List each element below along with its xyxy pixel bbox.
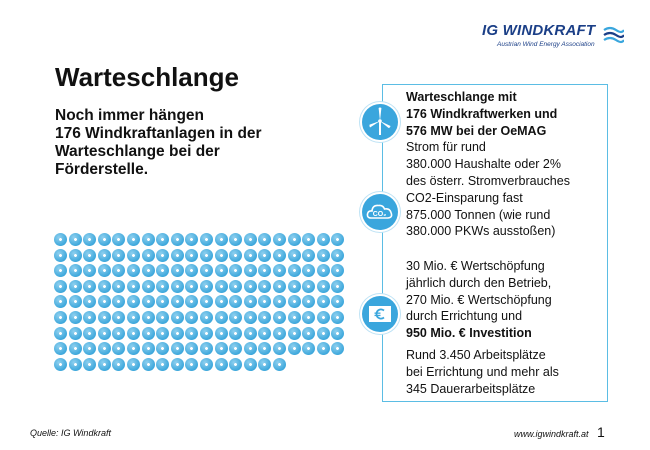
wind-turbine-icon xyxy=(362,104,398,140)
wind-turbine-icon xyxy=(200,264,213,277)
wind-turbine-icon xyxy=(229,249,242,262)
wind-turbine-icon xyxy=(288,295,301,308)
wind-turbine-icon xyxy=(156,311,169,324)
wind-turbine-icon xyxy=(83,295,96,308)
wind-turbine-icon xyxy=(69,327,82,340)
wind-turbine-icon xyxy=(200,233,213,246)
value-line: durch Errichtung und xyxy=(406,309,523,324)
wind-turbine-icon xyxy=(273,327,286,340)
wind-turbine-icon xyxy=(273,342,286,355)
wind-turbine-icon xyxy=(112,358,125,371)
wind-turbine-icon xyxy=(69,295,82,308)
wind-turbine-icon xyxy=(156,249,169,262)
wind-turbine-icon xyxy=(127,327,140,340)
wind-turbine-icon xyxy=(317,233,330,246)
turbine-row xyxy=(54,280,356,296)
source-note: Quelle: IG Windkraft xyxy=(30,428,111,438)
wind-turbine-icon xyxy=(83,249,96,262)
wind-turbine-icon xyxy=(288,327,301,340)
wind-turbine-icon xyxy=(69,264,82,277)
wind-turbine-icon xyxy=(200,295,213,308)
jobs-line: Rund 3.450 Arbeitsplätze xyxy=(406,348,546,362)
wind-turbine-icon xyxy=(127,233,140,246)
wind-turbine-icon xyxy=(54,295,67,308)
wind-turbine-icon xyxy=(244,295,257,308)
wind-turbine-icon xyxy=(317,249,330,262)
wind-turbine-icon xyxy=(317,327,330,340)
wind-turbine-icon xyxy=(54,342,67,355)
turbine-row xyxy=(54,358,356,374)
wind-turbine-icon xyxy=(215,358,228,371)
wind-turbine-icon xyxy=(229,342,242,355)
wind-turbine-icon xyxy=(302,233,315,246)
wind-turbine-icon xyxy=(317,342,330,355)
wind-turbine-icon xyxy=(54,249,67,262)
wind-turbine-icon xyxy=(215,233,228,246)
wind-turbine-icon xyxy=(185,358,198,371)
co2-line: 875.000 Tonnen (wie rund xyxy=(406,207,551,222)
wind-turbine-icon xyxy=(229,311,242,324)
jobs-line: bei Errichtung und mehr als xyxy=(406,364,559,379)
wind-turbine-icon xyxy=(98,264,111,277)
wind-turbine-icon xyxy=(317,295,330,308)
wind-turbine-icon xyxy=(98,280,111,293)
wind-turbine-icon xyxy=(258,264,271,277)
wind-turbine-icon xyxy=(302,249,315,262)
wind-turbine-icon xyxy=(258,295,271,308)
wind-turbine-icon xyxy=(200,358,213,371)
value-line: 30 Mio. € Wertschöpfung xyxy=(406,259,545,273)
wind-turbine-icon xyxy=(83,233,96,246)
co2-cloud-icon xyxy=(362,194,398,230)
brand-logo xyxy=(482,22,622,60)
wind-turbine-icon xyxy=(142,295,155,308)
wind-turbine-icon xyxy=(112,311,125,324)
wind-turbine-icon xyxy=(215,249,228,262)
turbine-row xyxy=(54,264,356,280)
wind-turbine-icon xyxy=(112,280,125,293)
wind-turbine-icon xyxy=(69,233,82,246)
wind-turbine-icon xyxy=(83,311,96,324)
wind-turbine-icon xyxy=(331,295,344,308)
wind-turbine-icon xyxy=(215,342,228,355)
wind-turbine-icon xyxy=(171,264,184,277)
power-line: 380.000 Haushalte oder 2% xyxy=(406,157,561,172)
wind-turbine-icon xyxy=(302,264,315,277)
queue-line: Warteschlange mit xyxy=(406,90,517,104)
logo-wave-icon xyxy=(602,24,624,44)
power-line: Strom für rund xyxy=(406,140,486,155)
wind-turbine-icon xyxy=(229,264,242,277)
wind-turbine-icon xyxy=(317,311,330,324)
wind-turbine-icon xyxy=(288,264,301,277)
wind-turbine-icon xyxy=(156,295,169,308)
wind-turbine-icon xyxy=(112,327,125,340)
co2-label: CO₂ xyxy=(372,211,387,218)
wind-turbine-icon xyxy=(258,280,271,293)
wind-turbine-icon xyxy=(331,311,344,324)
wind-turbine-icon xyxy=(127,280,140,293)
wind-turbine-icon xyxy=(142,264,155,277)
queue-line: 576 MW bei der OeMAG xyxy=(406,123,547,138)
wind-turbine-icon xyxy=(185,342,198,355)
wind-turbine-icon xyxy=(317,264,330,277)
wind-turbine-icon xyxy=(302,342,315,355)
wind-turbine-icon xyxy=(331,249,344,262)
wind-turbine-icon xyxy=(142,358,155,371)
wind-turbine-icon xyxy=(54,233,67,246)
wind-turbine-icon xyxy=(83,342,96,355)
wind-turbine-icon xyxy=(288,249,301,262)
wind-turbine-icon xyxy=(215,264,228,277)
wind-turbine-icon xyxy=(171,295,184,308)
wind-turbine-icon xyxy=(127,295,140,308)
wind-turbine-icon xyxy=(112,233,125,246)
wind-turbine-icon xyxy=(258,327,271,340)
wind-turbine-icon xyxy=(331,342,344,355)
wind-turbine-icon xyxy=(156,264,169,277)
wind-turbine-icon xyxy=(127,342,140,355)
wind-turbine-icon xyxy=(273,311,286,324)
wind-turbine-icon xyxy=(244,264,257,277)
turbine-row xyxy=(54,295,356,311)
wind-turbine-icon xyxy=(98,342,111,355)
value-info xyxy=(406,258,552,342)
wind-turbine-icon xyxy=(244,249,257,262)
wind-turbine-icon xyxy=(200,342,213,355)
turbine-row xyxy=(54,327,356,343)
wind-turbine-icon xyxy=(156,327,169,340)
wind-turbine-icon xyxy=(185,311,198,324)
wind-turbine-icon xyxy=(98,358,111,371)
wind-turbine-icon xyxy=(185,233,198,246)
wind-turbine-icon xyxy=(185,264,198,277)
wind-turbine-icon xyxy=(331,233,344,246)
wind-turbine-icon xyxy=(156,233,169,246)
wind-turbine-icon xyxy=(171,358,184,371)
wind-turbine-icon xyxy=(98,233,111,246)
wind-turbine-icon xyxy=(258,342,271,355)
wind-turbine-icon xyxy=(127,249,140,262)
wind-turbine-icon xyxy=(317,280,330,293)
wind-turbine-icon xyxy=(171,280,184,293)
wind-turbine-icon xyxy=(54,264,67,277)
wind-turbine-icon xyxy=(171,233,184,246)
queue-info xyxy=(406,89,570,240)
wind-turbine-icon xyxy=(142,249,155,262)
wind-turbine-icon xyxy=(83,358,96,371)
wind-turbine-icon xyxy=(69,249,82,262)
wind-turbine-icon xyxy=(54,327,67,340)
wind-turbine-icon xyxy=(273,295,286,308)
logo-tagline: Austrian Wind Energy Association xyxy=(497,41,595,48)
wind-turbine-icon xyxy=(229,233,242,246)
wind-turbine-icon xyxy=(112,295,125,308)
wind-turbine-icon xyxy=(288,280,301,293)
wind-turbine-icon xyxy=(83,327,96,340)
wind-turbine-icon xyxy=(69,342,82,355)
wind-turbine-icon xyxy=(302,295,315,308)
headline-line: Förderstelle. xyxy=(55,161,149,178)
wind-turbine-icon xyxy=(229,295,242,308)
wind-turbine-icon xyxy=(288,342,301,355)
wind-turbine-icon xyxy=(288,311,301,324)
wind-turbine-icon xyxy=(215,295,228,308)
wind-turbine-icon xyxy=(273,233,286,246)
wind-turbine-icon xyxy=(112,249,125,262)
headline-line: Warteschlange bei der xyxy=(55,143,220,160)
wind-turbine-icon xyxy=(83,264,96,277)
wind-turbine-icon xyxy=(83,280,96,293)
wind-turbine-icon xyxy=(69,311,82,324)
wind-turbine-icon xyxy=(273,358,286,371)
wind-turbine-icon xyxy=(185,249,198,262)
power-line: des österr. Stromverbrauches xyxy=(406,173,570,188)
wind-turbine-icon xyxy=(142,327,155,340)
jobs-info xyxy=(406,347,559,397)
wind-turbine-icon xyxy=(98,249,111,262)
wind-turbine-icon xyxy=(98,327,111,340)
value-line: jährlich durch den Betrieb, xyxy=(406,275,552,290)
wind-turbine-icon xyxy=(288,233,301,246)
wind-turbine-icon xyxy=(244,311,257,324)
wind-turbine-icon xyxy=(258,358,271,371)
wind-turbine-icon xyxy=(200,311,213,324)
wind-turbine-icon xyxy=(112,264,125,277)
wind-turbine-icon xyxy=(229,280,242,293)
turbine-row xyxy=(54,249,356,265)
wind-turbine-icon xyxy=(156,342,169,355)
wind-turbine-icon xyxy=(69,358,82,371)
wind-turbine-icon xyxy=(185,280,198,293)
logo-wordmark: IG WINDKRAFT xyxy=(482,22,596,39)
page-title: Warteschlange xyxy=(55,62,239,92)
wind-turbine-icon xyxy=(215,327,228,340)
info-box xyxy=(382,84,608,402)
wind-turbine-icon xyxy=(98,295,111,308)
wind-turbine-icon xyxy=(244,358,257,371)
wind-turbine-icon xyxy=(258,311,271,324)
wind-turbine-icon xyxy=(142,342,155,355)
wind-turbine-icon xyxy=(331,280,344,293)
wind-turbine-icon xyxy=(112,342,125,355)
co2-line: 380.000 PKWs ausstoßen) xyxy=(406,224,556,239)
wind-turbine-icon xyxy=(273,280,286,293)
wind-turbine-icon xyxy=(200,327,213,340)
wind-turbine-icon xyxy=(215,311,228,324)
wind-turbine-icon xyxy=(200,280,213,293)
website-url: www.igwindkraft.at xyxy=(514,429,589,439)
wind-turbine-icon xyxy=(185,295,198,308)
wind-turbine-icon xyxy=(142,233,155,246)
wind-turbine-icon xyxy=(229,327,242,340)
wind-turbine-icon xyxy=(244,342,257,355)
wind-turbine-icon xyxy=(171,327,184,340)
headline-line: Noch immer hängen xyxy=(55,107,204,124)
wind-turbine-icon xyxy=(54,358,67,371)
headline-line: 176 Windkraftanlagen in der xyxy=(55,125,262,142)
wind-turbine-icon xyxy=(54,311,67,324)
wind-turbine-icon xyxy=(127,311,140,324)
wind-turbine-icon xyxy=(215,280,228,293)
wind-turbine-icon xyxy=(142,280,155,293)
wind-turbine-icon xyxy=(127,358,140,371)
wind-turbine-icon xyxy=(127,264,140,277)
wind-turbine-icon xyxy=(229,358,242,371)
headline xyxy=(55,107,355,179)
wind-turbine-icon xyxy=(302,311,315,324)
wind-turbine-icon xyxy=(171,249,184,262)
wind-turbine-icon xyxy=(156,358,169,371)
wind-turbine-icon xyxy=(185,327,198,340)
wind-turbine-icon xyxy=(98,311,111,324)
wind-turbine-icon xyxy=(54,280,67,293)
jobs-line: 345 Dauerarbeitsplätze xyxy=(406,381,536,396)
wind-turbine-icon xyxy=(302,280,315,293)
wind-turbine-icon xyxy=(156,280,169,293)
wind-turbine-icon xyxy=(331,327,344,340)
investment-line: 950 Mio. € Investition xyxy=(406,326,532,341)
euro-banknote-icon xyxy=(362,296,398,332)
wind-turbine-icon xyxy=(302,327,315,340)
value-line: 270 Mio. € Wertschöpfung xyxy=(406,292,552,307)
wind-turbine-icon xyxy=(69,280,82,293)
wind-turbine-icon xyxy=(331,264,344,277)
turbine-row xyxy=(54,342,356,358)
wind-turbine-icon xyxy=(244,327,257,340)
wind-turbine-icon xyxy=(273,249,286,262)
wind-turbine-icon xyxy=(244,233,257,246)
turbine-row xyxy=(54,233,356,249)
wind-turbine-icon xyxy=(142,311,155,324)
turbine-grid xyxy=(54,233,356,373)
wind-turbine-icon xyxy=(258,249,271,262)
wind-turbine-icon xyxy=(171,342,184,355)
queue-line: 176 Windkraftwerken und xyxy=(406,106,558,121)
co2-line: CO2-Einsparung fast xyxy=(406,190,523,205)
page-number: 1 xyxy=(597,424,605,440)
wind-turbine-icon xyxy=(200,249,213,262)
wind-turbine-icon xyxy=(244,280,257,293)
wind-turbine-icon xyxy=(273,264,286,277)
wind-turbine-icon xyxy=(171,311,184,324)
wind-turbine-icon xyxy=(258,233,271,246)
turbine-row xyxy=(54,311,356,327)
